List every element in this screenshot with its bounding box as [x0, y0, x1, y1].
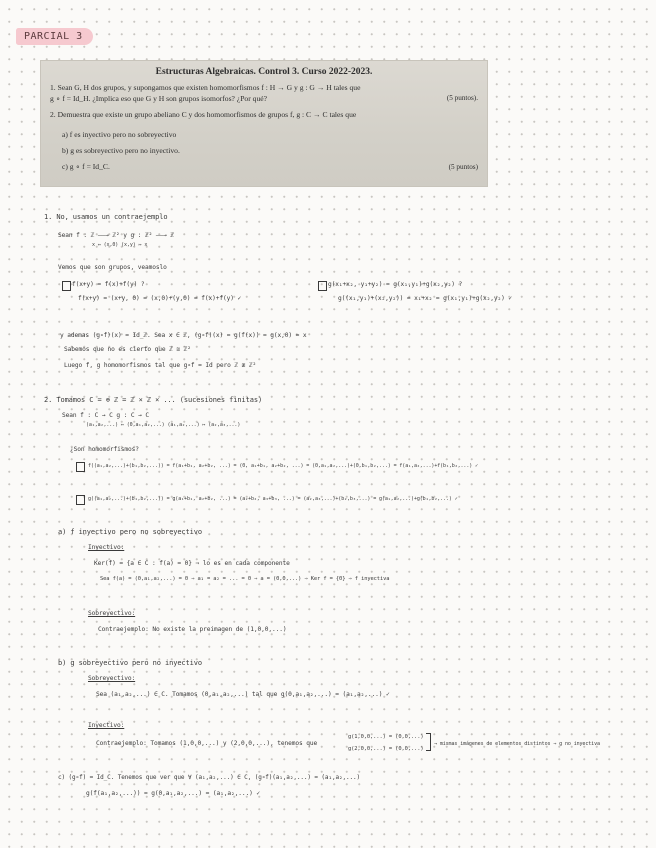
note-ex1-maps: Sean f : ℤ ——→ ℤ² y g : ℤ² ——→ ℤ — [58, 232, 175, 239]
note-ex1-heading: 1. No, usamos un contraejemplo — [44, 213, 168, 221]
note-ex1-homs: Vemos que son grupos, veamoslo — [58, 264, 167, 271]
exam-title: Estructuras Algebraicas. Control 3. Curso 2022-2023. — [155, 67, 373, 77]
note-b-inj-label: Inyectivo: — [88, 722, 125, 729]
note-b-surj-line1: Sea (a₁,a₂,...) ∈ C. Tomamos (0,a₁,a₂,...) tal que g(0,a₁,a₂,...) = (a₁,a₂,...) ✓ — [96, 691, 390, 698]
note-b-surj-label: Sobreyectivo: — [88, 675, 136, 682]
note-a-inj-label: Inyectivo: — [88, 544, 125, 551]
exam-statement-photo — [40, 60, 488, 187]
exam-q2-points: (5 puntos) — [448, 163, 478, 171]
boxed-g2-marker — [76, 495, 85, 505]
exam-q2-a: a) f es inyectivo pero no sobreyectivo — [62, 130, 177, 139]
note-ex2-homs: ¿Son homomorfismos? — [70, 446, 139, 453]
note-ex1-f-claim: f(x+y) = f(x)+f(y) ? — [72, 281, 145, 288]
exam-q2-line1: 2. Demuestra que existe un grupo abeliano C y dos homomorfismos de grupos f, g : C → C tales que — [50, 110, 357, 119]
note-ex1-composition: y ademas (g∘f)(x) = Id_ℤ. Sea x ∈ ℤ, (g∘f)(x) = g(f(x)) = g(x,0) = x — [60, 332, 307, 339]
exam-q2-c: c) g ∘ f = Id_C. — [62, 162, 110, 171]
note-ex1-not-iso: Sabemos que no es cierto que ℤ ≅ ℤ² — [64, 346, 191, 353]
note-ex1-f-proof: f(x+y) = (x+y, 0) = (x,0)+(y,0) = f(x)+f(y) ✓ — [78, 295, 242, 302]
note-a-heading: a) f inyectivo pero no sobreyectivo — [58, 528, 203, 536]
note-b-heading: b) g sobreyectivo pero no inyectivo — [58, 659, 203, 667]
brace-mark — [426, 733, 431, 751]
note-a-inj-line1: Ker(f) = {a ∈ C : f(a) = 0} ⇒ lo es en cada componente — [94, 560, 290, 567]
note-a-inj-line2: Sea f(a) = (0,a₁,a₂,...) = 0 ⇒ a₁ = a₂ = ... = 0 ⇒ a = (0,0,...) ⇒ Ker f = {0} ⇒ f inyectiva — [100, 576, 390, 582]
boxed-g-marker — [318, 281, 327, 291]
boxed-f2-marker — [76, 462, 85, 472]
note-b-inj-case1: g(1,0,0,...) = (0,0,...) — [348, 734, 424, 740]
note-c-heading: c) (g∘f) = Id_C. Tenemos que ver que ∀ (a₁,a₂,...) ∈ C, (g∘f)(a₁,a₂,...) = (a₁,a₂,...) — [58, 774, 361, 781]
note-ex1-g-proof: g((x₁,y₁)+(x₂,y₂)) = x₁+x₂ = g(x₁,y₁)+g(x₂,y₂) ✓ — [338, 295, 513, 302]
note-ex1-conclusion: Luego f, g homomorfismos tal que g∘f = Id pero ℤ ≇ ℤ² — [64, 362, 257, 369]
note-b-inj-case2: g(2,0,0,...) = (0,0,...) — [348, 746, 424, 752]
page-header-tag: PARCIAL 3 — [16, 28, 93, 45]
boxed-f-marker — [62, 281, 71, 291]
note-ex2-heading: 2. Tomamos C = ⊕ ℤ = ℤ × ℤ × ... (sucesiones finitas) — [44, 396, 263, 404]
exam-q2-b: b) g es sobreyectivo pero no inyectivo. — [62, 146, 180, 155]
note-b-inj-conclusion: → mismas imágenes de elementos distintos ⇒ g no inyectiva — [434, 741, 600, 747]
exam-q1-line2: g ∘ f = Id_H. ¿Implica eso que G y H son grupos isomorfos? ¿Por qué? — [50, 94, 267, 103]
exam-q1-line1: 1. Sean G, H dos grupos, y supongamos que existen homomorfismos f : H → G y g : G → H tales que — [50, 83, 361, 92]
note-ex2-g-proof: g((a₁,a₂,...)+(b₁,b₂,...)) = g(a₁+b₁, a₂+b₂, ...) = (a₂+b₂, a₃+b₃, ...) = (a₂,a₃,...)+(b₂,b₃,...) = g(a₁,a₂,...)+g(b₁,b₂,...) ✓ — [88, 496, 458, 502]
note-a-surj-label: Sobreyectivo: — [88, 610, 136, 617]
note-b-inj-line1: Contraejemplo: Tomamos (1,0,0,...) y (2,0,0,...), tenemos que — [96, 740, 318, 747]
note-ex2-maps: Sean f : C → C g : C → C — [62, 412, 150, 419]
note-ex1-maps-rule: x ↦ (x,0) (x,y) ↦ x — [92, 242, 148, 248]
note-a-surj-line1: Contraejemplo: No existe la preimagen de (1,0,0,...) — [98, 626, 287, 633]
note-ex2-f-proof: f((a₁,a₂,...)+(b₁,b₂,...)) = f(a₁+b₁, a₂+b₂, ...) = (0, a₁+b₁, a₂+b₂, ...) = (0,a₁,a₂,...)+(0,b₁,b₂,...) = f(a₁,a₂,...)+f(b₁,b₂,...) ✓ — [88, 463, 478, 469]
note-ex2-maps-rule: (a₁,a₂,...) ↦ (0,a₁,a₂,...) (a₁,a₂,...) ↦ (a₂,a₃,...) — [86, 422, 241, 428]
note-c-line: g(f(a₁,a₂,...)) = g(0,a₁,a₂,...) = (a₁,a₂,...) ✓ — [86, 790, 261, 797]
note-ex1-g-claim: g(x₁+x₂, y₁+y₂) = g(x₁,y₁)+g(x₂,y₂) ? — [328, 281, 463, 288]
exam-q1-points: (5 puntos). — [446, 94, 478, 102]
